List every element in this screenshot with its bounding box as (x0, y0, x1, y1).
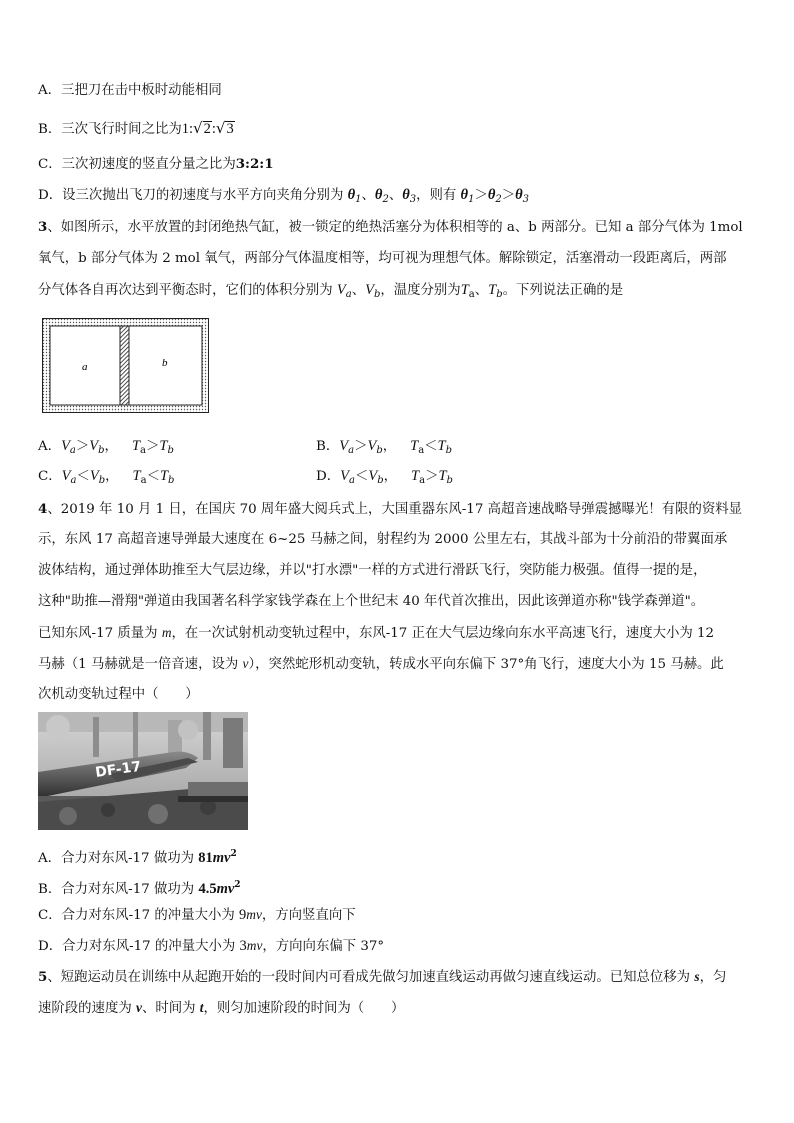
symbol-s: s (694, 969, 700, 984)
sub-b: b (98, 475, 106, 486)
coefficient: 4.5 (198, 881, 217, 897)
relation: ＜ (76, 469, 90, 484)
q4-stem-line-4 (38, 593, 704, 611)
q4-stem-line-1 (38, 500, 742, 519)
stem-text: ，匀 (699, 970, 727, 985)
sub-b: b (98, 445, 105, 456)
stem-text: 、短跑运动员在训练中从起跑开始的一段时间内可看成先做匀加速直线运动再做匀速直线运动。已知总位移为 (47, 970, 695, 985)
symbol-v: v (227, 881, 235, 897)
symbol-v: V (61, 438, 70, 454)
relation: ＞ (145, 439, 160, 454)
q3-stem-line-2 (38, 250, 727, 268)
sub-b: b (167, 445, 174, 456)
sub-a: a (140, 475, 147, 486)
symbol-m: m (246, 907, 256, 922)
symbol-t: T (131, 438, 141, 454)
symbol-v: V (89, 468, 99, 484)
separator: 、 (361, 188, 375, 203)
sub-a: a (345, 289, 352, 300)
sqrt-sign: √ (193, 119, 203, 137)
direction-text: ，方向向东偏下 37° (262, 939, 385, 954)
sqrt-three: 3 (226, 121, 234, 137)
option-label: B． (38, 882, 62, 897)
symbol-v: V (336, 282, 346, 298)
sub-a: a (348, 445, 355, 456)
cylinder-diagram (42, 318, 210, 414)
sub-a: a (70, 475, 77, 486)
q4-stem-line-2 (38, 531, 727, 549)
theta-1-sub: 1 (468, 194, 475, 205)
option-label: C． (38, 157, 62, 172)
theta-1: θ (460, 187, 469, 203)
sub-b: b (445, 445, 453, 456)
option-label: C． (38, 908, 62, 923)
ratio-colon: : (189, 121, 194, 137)
sub-a: a (418, 445, 425, 456)
stem-text: 、如图所示，水平放置的封闭绝热气缸，被一锁定的绝热活塞分为体积相等的 a、b 两部分。已知 a 部分气体为 1mol (47, 220, 743, 235)
theta-2-sub: 2 (382, 194, 389, 205)
stem-text: ，在一次试射机动变轨过程中，东风-17 正在大气层边缘向东水平高速飞行，速度大小为 12 (171, 626, 715, 641)
q2-option-d (38, 186, 529, 209)
theta-3-sub: 3 (522, 194, 530, 205)
question-number: 4 (38, 501, 48, 517)
stem-text: 、时间为 (141, 1001, 200, 1016)
symbol-t: T (132, 468, 141, 484)
q4-option-b (38, 876, 241, 899)
sub-a: a (140, 445, 146, 456)
option-text: 合力对东风-17 的冲量大小为 (62, 939, 240, 954)
option-label: D． (316, 469, 341, 484)
q4-stem-line-3 (38, 562, 706, 580)
missile-label: DF-17 (94, 758, 143, 781)
q3-option-b (316, 437, 452, 460)
question-number: 3 (38, 219, 48, 235)
ratio-value: 3:2:1 (235, 156, 274, 172)
separator: ， (104, 439, 118, 454)
symbol-t: T (488, 282, 497, 298)
symbol-t: T (437, 438, 446, 454)
symbol-v: V (368, 468, 378, 484)
coefficient: 81 (198, 850, 213, 866)
greater-than: ＞ (474, 188, 488, 203)
separator: 、 (474, 283, 489, 298)
q2-option-a (38, 82, 222, 100)
theta-3: θ (402, 187, 410, 203)
exponent: 2 (234, 880, 241, 890)
option-label: B． (38, 122, 62, 137)
sub-b: b (446, 475, 453, 486)
theta-3-sub: 3 (409, 194, 417, 205)
q4-stem-line-7 (38, 686, 199, 704)
theta-1-sub: 1 (355, 194, 362, 205)
stem-text: ，温度分别为 (380, 283, 461, 298)
option-label: A． (38, 83, 62, 98)
symbol-v: v (256, 938, 263, 953)
stem-text: 、2019 年 10 月 1 日，在国庆 70 周年盛大阅兵式上，大国重器东风-17 高超音速战略导弹震撼曝光！有限的资料显 (47, 502, 743, 517)
coefficient: 3 (239, 938, 247, 954)
sub-b: b (496, 289, 503, 300)
stem-text: 氧气，b 部分气体为 2 mol 氧气，两部分气体温度相等，均可视为理想气体。解除锁定，活塞滑动一段距离后，两部 (38, 251, 727, 266)
stem-text: 分气体各自再次达到平衡态时，它们的体积分别为 (38, 283, 333, 298)
q3-option-d (316, 467, 453, 490)
option-text: 设三次抛出飞刀的初速度与水平方向夹角分别为 (62, 188, 344, 203)
option-label: D． (38, 188, 63, 203)
theta-1: θ (347, 187, 356, 203)
symbol-v: V (340, 468, 349, 484)
sqrt-sign: √ (215, 119, 226, 137)
symbol-t: t (199, 1000, 204, 1015)
stem-text: 马赫（1 马赫就是一倍音速，设为 (38, 657, 243, 672)
symbol-v: V (365, 282, 374, 298)
df17-missile-photo (38, 712, 248, 830)
symbol-t: T (411, 468, 420, 484)
coefficient: 9 (239, 907, 247, 923)
symbol-v: v (224, 850, 231, 866)
label-b: b (162, 357, 168, 369)
sub-b: b (373, 289, 381, 300)
separator: ， (383, 469, 398, 484)
stem-text: 示，东风 17 高超音速导弹最大速度在 6~25 马赫之间，射程约为 2000 公里左右，其战斗部为十分前沿的带翼面承 (38, 532, 728, 547)
option-label: A． (38, 851, 62, 866)
symbol-v: V (367, 438, 377, 454)
separator: ， (382, 439, 397, 454)
theta-2-sub: 2 (495, 194, 502, 205)
q4-option-a (38, 845, 237, 868)
sub-a: a (69, 445, 76, 456)
option-label: C． (38, 469, 62, 484)
symbol-t: T (438, 468, 447, 484)
option-label: B． (316, 439, 340, 454)
q3-stem-line-3 (38, 281, 623, 304)
symbol-v: V (89, 438, 99, 454)
q3-option-c (38, 467, 174, 490)
sub-a: a (468, 289, 475, 300)
stem-text: 速阶段的速度为 (38, 1001, 136, 1016)
symbol-m: m (161, 625, 172, 640)
q4-stem-line-6 (38, 655, 724, 674)
option-text: 三次初速度的竖直分量之比为 (61, 157, 236, 172)
option-text: 合力对东风-17 做功为 (61, 851, 199, 866)
q3-stem-line-1 (38, 218, 743, 237)
stem-text: 波体结构，通过弹体助推至大气层边缘，并以"打水漂"一样的方式进行滑跃飞行，突防能力极强。值得一提的是， (38, 563, 707, 578)
sub-a: a (419, 475, 426, 486)
relation: ＞ (425, 469, 439, 484)
ratio-one: 1 (181, 121, 189, 137)
relation: ＜ (354, 469, 369, 484)
stem-text: 这种"助推—滑翔"弹道由我国著名科学家钱学森在上个世纪末 40 年代首次推出，因此该弹道亦称"钱学森弹道"。 (38, 594, 705, 609)
q4-stem-line-5 (38, 624, 714, 643)
symbol-v: v (242, 656, 249, 671)
option-text: 三次飞行时间之比为 (61, 122, 182, 137)
ratio-colon: : (211, 121, 216, 137)
option-text: 合力对东风-17 做功为 (61, 882, 199, 897)
option-text: 三把刀在击中板时动能相同 (61, 83, 222, 98)
stem-text: 次机动变轨过程中（ ） (38, 687, 199, 702)
symbol-v: V (339, 438, 349, 454)
option-label: A． (38, 439, 62, 454)
q4-option-d (38, 937, 384, 956)
q2-option-b (38, 119, 235, 139)
option-text: ，则有 (416, 188, 457, 203)
q4-option-c (38, 906, 356, 925)
theta-2: θ (374, 187, 383, 203)
sub-b: b (376, 445, 383, 456)
greater-than: ＞ (501, 188, 516, 203)
sqrt-two: 2 (203, 121, 211, 137)
symbol-v: V (61, 468, 71, 484)
symbol-v: v (136, 1000, 142, 1015)
separator: 、 (351, 283, 366, 298)
symbol-v: v (255, 907, 262, 922)
q3-option-a (38, 437, 174, 460)
relation: ＜ (424, 439, 438, 454)
q2-option-c (38, 155, 274, 174)
direction-text: ，方向竖直向下 (261, 908, 356, 923)
stem-text: 。下列说法正确的是 (502, 283, 624, 298)
stem-text: ），突然蛇形机动变轨，转成水平向东偏下 37°角飞行，速度大小为 15 马赫。此 (248, 657, 724, 672)
theta-2: θ (487, 187, 496, 203)
symbol-m: m (212, 850, 225, 866)
exponent: 2 (230, 849, 237, 859)
relation: ＞ (354, 439, 368, 454)
q5-stem-line-2 (38, 999, 404, 1018)
symbol-t: T (410, 438, 419, 454)
relation: ＜ (146, 469, 160, 484)
stem-text: 已知东风-17 质量为 (38, 626, 162, 641)
option-text: 合力对东风-17 的冲量大小为 (61, 908, 240, 923)
sub-a: a (349, 475, 355, 486)
label-a: a (82, 361, 88, 373)
stem-text: ，则匀加速阶段的时间为（ ） (203, 1001, 405, 1016)
separator: 、 (388, 188, 403, 203)
symbol-t: T (159, 468, 169, 484)
relation: ＞ (75, 439, 90, 454)
theta-3: θ (515, 187, 523, 203)
symbol-m: m (246, 938, 257, 953)
symbol-t: T (159, 438, 168, 454)
q5-stem-line-1 (38, 968, 726, 987)
piston (120, 326, 129, 405)
separator: ， (105, 469, 119, 484)
symbol-m: m (216, 881, 228, 897)
question-number: 5 (38, 969, 48, 985)
symbol-t: T (460, 282, 469, 298)
sub-b: b (168, 475, 175, 486)
option-label: D． (38, 939, 63, 954)
sub-b: b (377, 475, 384, 486)
